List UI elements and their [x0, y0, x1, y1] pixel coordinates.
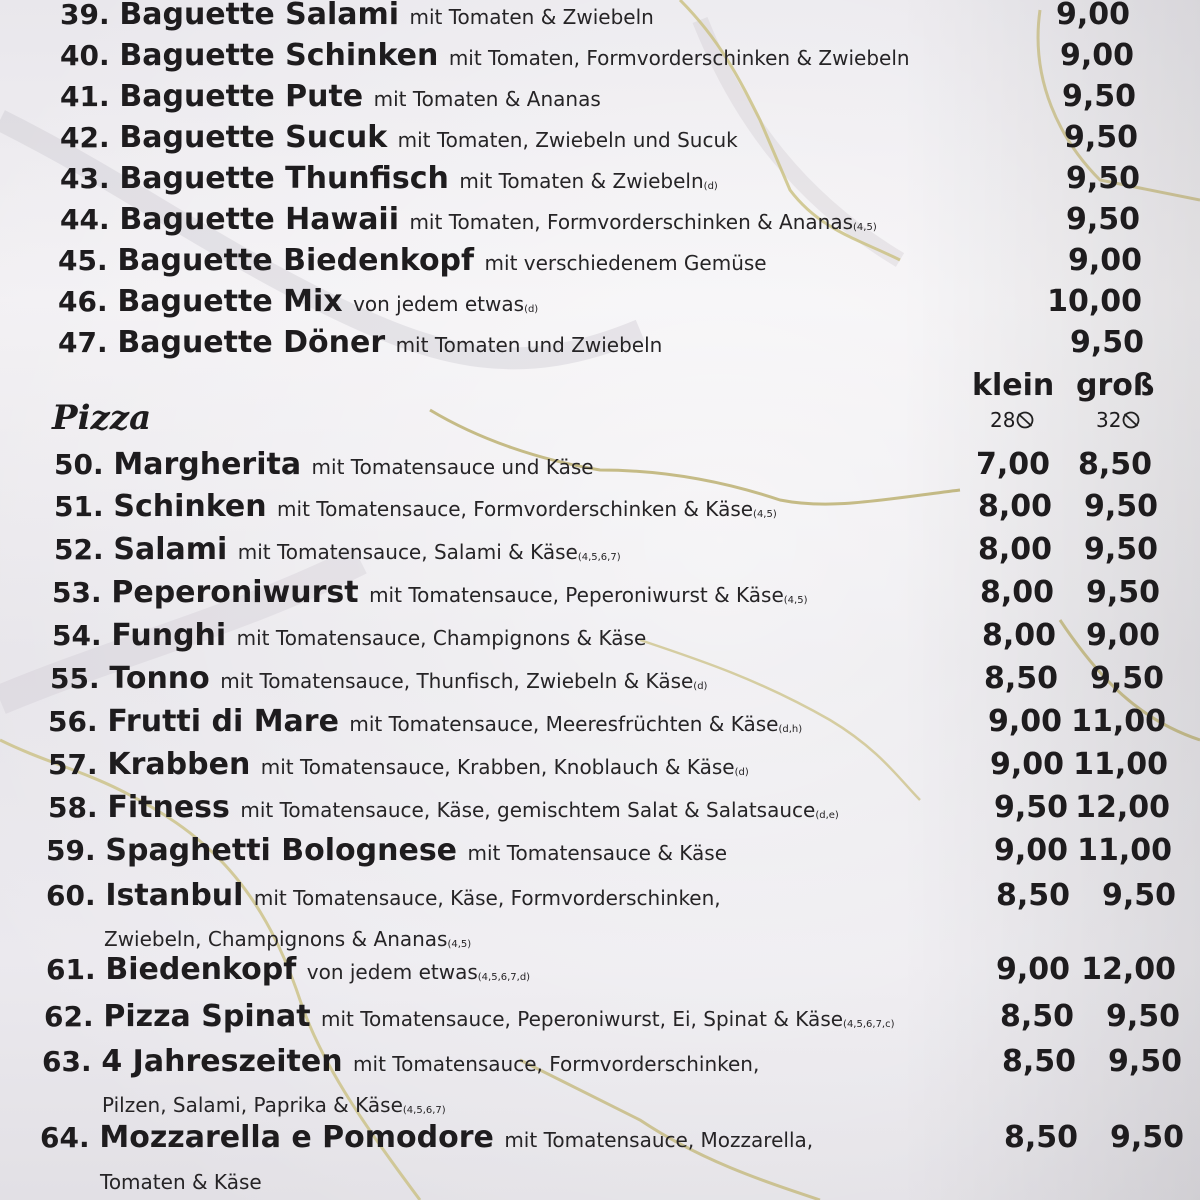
menu-item	[0, 527, 1200, 567]
item-allergens: (4,5)	[753, 509, 777, 520]
item-allergens: (4,5)	[447, 939, 472, 950]
item-number: 40.	[60, 39, 120, 72]
item-description: mit Tomatensauce, Peperoniwurst, Ei, Spinat & Käse$_{(4,5,6,7,c)}$	[321, 1007, 895, 1031]
menu-item	[0, 1115, 1200, 1155]
item-price-small: 9,00	[993, 833, 1068, 868]
item-name: Margherita	[113, 447, 312, 482]
item-description: mit Tomatensauce, Käse, Formvorderschinken,	[253, 886, 721, 910]
item-description: mit Tomaten & Zwiebeln	[409, 5, 654, 29]
item-name: Baguette Pute	[119, 79, 374, 114]
item-price-small: 8,50	[995, 878, 1070, 913]
item-price-small: 8,00	[977, 489, 1052, 524]
item-price-large: 8,50	[1077, 447, 1152, 482]
item-name: Mozzarella e Pomodore	[99, 1120, 505, 1155]
item-name: Krabben	[107, 747, 261, 782]
item-name: Baguette Hawaii	[119, 202, 410, 237]
item-price-large: 9,50	[1105, 999, 1180, 1034]
item-name: Baguette Mix	[117, 284, 354, 319]
size-small-value: 28	[990, 408, 1016, 432]
item-allergens: (d)	[524, 304, 539, 315]
menu-item-text	[46, 952, 530, 987]
item-number: 46.	[58, 285, 118, 318]
item-number: 59.	[46, 834, 106, 867]
item-price-small: 8,00	[979, 575, 1054, 610]
item-allergens: (4,5,6,7,c)	[843, 1019, 895, 1030]
item-description: mit Tomatensauce, Salami & Käse$_{(4,5,6,7)}$	[237, 540, 621, 564]
item-number: 52.	[54, 533, 114, 566]
menu-item-text	[60, 202, 877, 237]
item-allergens: (4,5,6,7)	[402, 1105, 446, 1116]
menu-item	[0, 785, 1200, 825]
menu-item	[0, 873, 1200, 913]
menu-item-text	[54, 489, 777, 524]
item-allergens: (4,5,6,7,d)	[477, 972, 531, 983]
menu-item-text	[58, 243, 767, 278]
item-name: Baguette Biedenkopf	[117, 243, 485, 278]
item-price-large: 9,50	[1101, 878, 1176, 913]
item-name: Istanbul	[105, 878, 254, 913]
item-price-small: 9,50	[993, 790, 1068, 825]
item-name: Schinken	[113, 489, 278, 524]
menu-item	[0, 197, 1200, 237]
item-price-small: 9,00	[987, 704, 1062, 739]
menu-item	[0, 115, 1200, 155]
section-title-pizza: Pizza	[52, 398, 152, 438]
item-description: mit verschiedenem Gemüse	[484, 251, 767, 275]
menu-item-text	[60, 161, 718, 196]
item-number: 39.	[60, 0, 120, 31]
menu-item-text	[54, 532, 621, 567]
item-description: mit Tomatensauce, Meeresfrüchten & Käse$_{(d,h)}$	[349, 712, 803, 736]
item-description: mit Tomaten, Zwiebeln und Sucuk	[397, 128, 738, 152]
item-allergens: (d,e)	[815, 810, 839, 821]
item-name: Salami	[113, 532, 238, 567]
item-number: 57.	[48, 748, 108, 781]
item-description: mit Tomaten und Zwiebeln	[395, 333, 663, 357]
item-description: mit Tomatensauce, Formvorderschinken & Käse$_{(4,5)}$	[277, 497, 777, 521]
menu-item	[0, 279, 1200, 319]
menu-item-text	[60, 38, 910, 73]
item-price-large: 12,00	[1075, 790, 1170, 825]
item-number: 60.	[46, 879, 106, 912]
item-price: 9,50	[1065, 202, 1140, 237]
item-price-small: 8,50	[1003, 1120, 1078, 1155]
item-name: Frutti di Mare	[107, 704, 350, 739]
item-price-large: 11,00	[1077, 833, 1172, 868]
column-head-small: klein	[972, 368, 1055, 403]
menu-item	[0, 1039, 1200, 1079]
menu-item-text	[44, 999, 895, 1034]
item-name: Funghi	[111, 618, 237, 653]
menu-item-text	[40, 1120, 813, 1155]
item-number: 61.	[46, 953, 106, 986]
item-description: mit Tomatensauce und Käse	[311, 455, 594, 479]
item-description: mit Tomaten, Formvorderschinken & Ananas$_{(4,5)}$	[409, 210, 877, 234]
item-number: 63.	[42, 1045, 102, 1078]
item-price-small: 7,00	[975, 447, 1050, 482]
menu-item	[0, 0, 1200, 32]
item-number: 44.	[60, 203, 120, 236]
menu-item	[0, 442, 1200, 482]
item-allergens: (d)	[734, 767, 749, 778]
item-price-large: 9,50	[1085, 575, 1160, 610]
menu-item-text	[50, 661, 707, 696]
item-name: Baguette Schinken	[119, 38, 449, 73]
item-price-small: 9,00	[995, 952, 1070, 987]
item-price: 9,00	[1055, 0, 1130, 32]
item-price-small: 8,50	[983, 661, 1058, 696]
item-name: Biedenkopf	[105, 952, 307, 987]
diameter-icon	[1121, 410, 1141, 430]
item-description: mit Tomatensauce & Käse	[467, 841, 728, 865]
item-number: 47.	[58, 326, 118, 359]
item-allergens: (4,5)	[783, 595, 808, 606]
item-number: 58.	[48, 791, 108, 824]
menu-item-text	[60, 120, 738, 155]
item-number: 54.	[52, 619, 112, 652]
item-number: 62.	[44, 1000, 104, 1033]
menu-item-text	[54, 447, 594, 482]
menu-item-text	[58, 325, 662, 360]
menu-item-text	[52, 575, 808, 610]
size-small	[990, 408, 1035, 432]
item-price-small: 9,00	[989, 747, 1064, 782]
item-price: 9,50	[1065, 161, 1140, 196]
menu-item	[0, 320, 1200, 360]
item-allergens: (4,5,6,7)	[577, 552, 621, 563]
menu-item	[0, 699, 1200, 739]
item-price-large: 9,00	[1085, 618, 1160, 653]
item-price: 9,00	[1059, 38, 1134, 73]
item-price-small: 8,50	[1001, 1044, 1076, 1079]
item-price-small: 8,00	[981, 618, 1056, 653]
menu-item-text	[48, 790, 839, 825]
size-large	[1096, 408, 1141, 432]
item-description-continued: Pilzen, Salami, Paprika & Käse$_{(4,5,6,7)}$	[102, 1093, 446, 1117]
item-number: 50.	[54, 448, 114, 481]
item-price-large: 9,50	[1083, 489, 1158, 524]
item-description: mit Tomatensauce, Krabben, Knoblauch & Käse$_{(d)}$	[260, 755, 749, 779]
item-price: 9,00	[1067, 243, 1142, 278]
item-allergens: (d)	[703, 181, 718, 192]
menu-item-text	[52, 618, 646, 653]
item-price: 9,50	[1061, 79, 1136, 114]
menu-item-text	[58, 284, 538, 319]
item-price-small: 8,00	[977, 532, 1052, 567]
item-number: 53.	[52, 576, 112, 609]
item-price-large: 11,00	[1073, 747, 1168, 782]
item-description: mit Tomatensauce, Mozzarella,	[504, 1128, 814, 1152]
menu-item	[0, 484, 1200, 524]
item-description: mit Tomaten & Ananas	[373, 87, 601, 111]
item-number: 42.	[60, 121, 120, 154]
menu-item	[0, 947, 1200, 987]
item-price-large: 9,50	[1089, 661, 1164, 696]
item-name: Pizza Spinat	[103, 999, 321, 1034]
menu-item	[0, 570, 1200, 610]
item-number: 51.	[54, 490, 114, 523]
menu-item	[0, 33, 1200, 73]
item-price-large: 9,50	[1107, 1044, 1182, 1079]
item-price-large: 9,50	[1109, 1120, 1184, 1155]
item-description: mit Tomatensauce, Thunfisch, Zwiebeln & Käse$_{(d)}$	[220, 669, 708, 693]
item-name: Peperoniwurst	[111, 575, 370, 610]
menu-item-text	[46, 878, 721, 913]
menu-item-text	[46, 833, 727, 868]
column-head-large: groß	[1076, 368, 1155, 403]
item-name: Spaghetti Bolognese	[105, 833, 468, 868]
item-name: 4 Jahreszeiten	[101, 1044, 354, 1079]
item-price: 9,50	[1069, 325, 1144, 360]
item-description-continued: Zwiebeln, Champignons & Ananas$_{(4,5)}$	[104, 927, 472, 951]
item-price-large: 9,50	[1083, 532, 1158, 567]
item-description: von jedem etwas$_{(d)}$	[353, 292, 539, 316]
item-price: 9,50	[1063, 120, 1138, 155]
item-price: 10,00	[1047, 284, 1142, 319]
diameter-icon	[1015, 410, 1035, 430]
menu-item	[0, 828, 1200, 868]
size-large-value: 32	[1096, 408, 1122, 432]
item-name: Baguette Sucuk	[119, 120, 398, 155]
item-name: Baguette Döner	[117, 325, 396, 360]
menu-item-text	[48, 704, 802, 739]
item-description: von jedem etwas$_{(4,5,6,7,d)}$	[306, 960, 531, 984]
item-description: mit Tomaten & Zwiebeln$_{(d)}$	[459, 169, 718, 193]
item-allergens: (d)	[693, 681, 708, 692]
item-number: 64.	[40, 1121, 100, 1154]
item-name: Fitness	[107, 790, 241, 825]
item-price-large: 11,00	[1071, 704, 1166, 739]
item-allergens: (d,h)	[778, 724, 803, 735]
menu-item	[0, 656, 1200, 696]
item-name: Baguette Salami	[119, 0, 410, 32]
item-name: Baguette Thunfisch	[119, 161, 460, 196]
item-description-continued: Tomaten & Käse	[100, 1170, 262, 1194]
menu-item-text	[60, 79, 601, 114]
menu-item	[0, 156, 1200, 196]
item-price-small: 8,50	[999, 999, 1074, 1034]
item-number: 55.	[50, 662, 110, 695]
menu-item	[0, 742, 1200, 782]
menu-item	[0, 613, 1200, 653]
item-name: Tonno	[109, 661, 221, 696]
menu-item	[0, 74, 1200, 114]
menu-item-text	[60, 0, 654, 32]
menu-item-text	[42, 1044, 759, 1079]
item-description: mit Tomatensauce, Käse, gemischtem Salat & Salatsauce$_{(d,e)}$	[240, 798, 839, 822]
item-number: 45.	[58, 244, 118, 277]
item-number: 56.	[48, 705, 108, 738]
item-description: mit Tomaten, Formvorderschinken & Zwiebeln	[448, 46, 910, 70]
item-allergens: (4,5)	[853, 222, 877, 233]
item-description: mit Tomatensauce, Peperoniwurst & Käse$_{(4,5)}$	[369, 583, 808, 607]
item-number: 43.	[60, 162, 120, 195]
menu-item	[0, 238, 1200, 278]
item-number: 41.	[60, 80, 120, 113]
item-description: mit Tomatensauce, Formvorderschinken,	[353, 1052, 760, 1076]
menu-item-text	[48, 747, 749, 782]
menu-item	[0, 994, 1200, 1034]
item-price-large: 12,00	[1081, 952, 1176, 987]
item-description: mit Tomatensauce, Champignons & Käse	[236, 626, 647, 650]
